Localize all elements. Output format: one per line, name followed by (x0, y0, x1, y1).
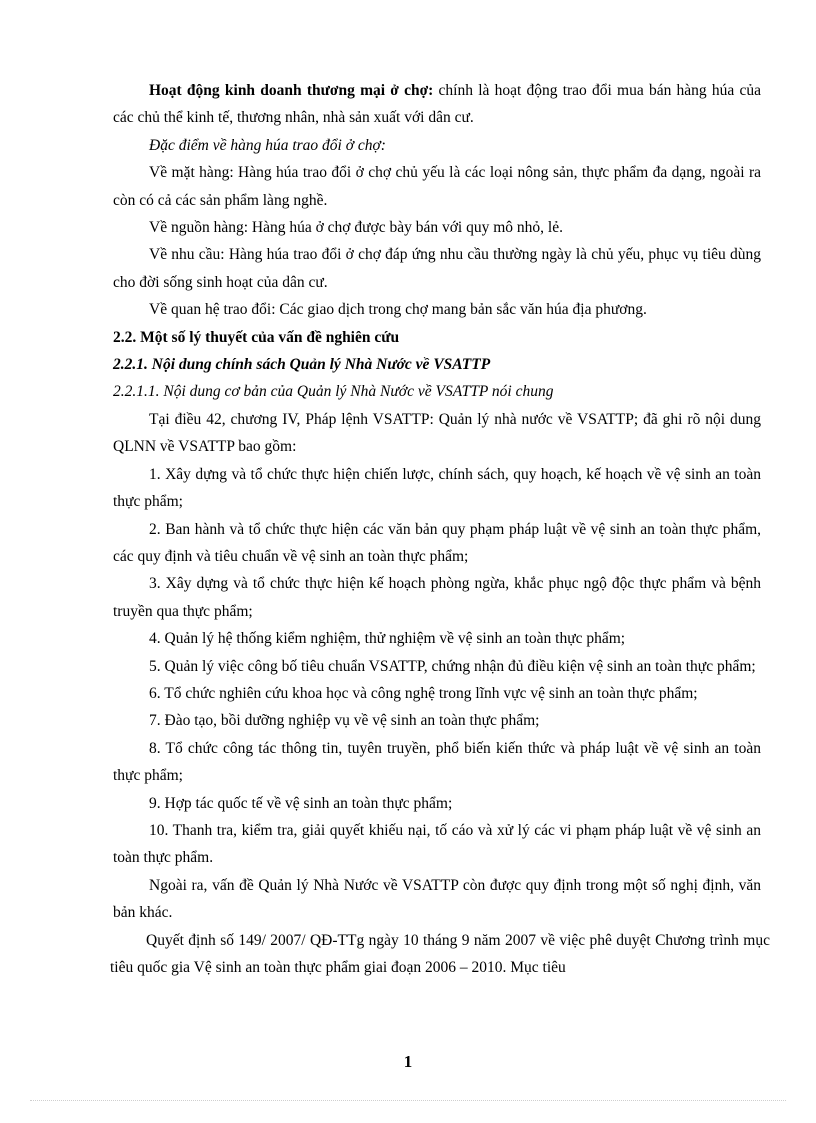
list-item: 4. Quản lý hệ thống kiểm nghiệm, thử nghiệm về vệ sinh an toàn thực phẩm; (149, 630, 626, 648)
document-body (110, 77, 770, 981)
paragraph-exchange: Về quan hệ trao đổi: Các giao dịch trong chợ mang bản sắc văn húa địa phương. (149, 301, 647, 319)
list-item: 5. Quản lý việc công bố tiêu chuẩn VSATTP, chứng nhận đủ điều kiện vệ sinh an toàn thực phẩm; (149, 657, 756, 675)
bold-lead: Hoạt động kinh doanh thương mại ở chợ: (149, 82, 434, 99)
paragraph-goods: Về mặt hàng: Hàng húa trao đổi ở chợ chủ yếu là các loại nông sản, thực phẩm đa dạng, ngoài ra còn có cả các sản phẩm làng nghề. (113, 164, 761, 209)
page-bottom-divider (30, 1100, 786, 1101)
italic-subheading: Đặc điểm về hàng húa trao đổi ở chợ: (149, 136, 386, 154)
paragraph-market-trade (113, 77, 761, 132)
paragraph-demand: Về nhu cầu: Hàng húa trao đổi ở chợ đáp ứng nhu cầu thường ngày là chủ yếu, phục vụ tiêu dùng cho đời sống sinh hoạt của dân cư. (113, 246, 761, 291)
list-item: 7. Đào tạo, bồi dưỡng nghiệp vụ về vệ sinh an toàn thực phẩm; (149, 712, 540, 730)
paragraph-text: chính là hoạt động trao đổi mua bán hàng húa của các chủ thể kinh tế, thương nhân, nhà sản xuất với dân cư. (113, 82, 761, 127)
list-item: 2. Ban hành và tổ chức thực hiện các văn bản quy phạm pháp luật về vệ sinh an toàn thực phẩm, các quy định và tiêu chuẩn về vệ sinh an toàn thực phẩm; (113, 520, 761, 565)
section-heading-2-2: 2.2. Một số lý thuyết của vấn đề nghiên cứu (113, 328, 400, 346)
list-item: 8. Tổ chức công tác thông tin, tuyên truyền, phổ biến kiến thức và pháp luật về vệ sinh an toàn thực phẩm; (113, 739, 761, 785)
paragraph-source: Về nguồn hàng: Hàng húa ở chợ được bày bán với quy mô nhỏ, lẻ. (149, 219, 563, 237)
paragraph-decision-149: Quyết định số 149/ 2007/ QĐ-TTg ngày 10 tháng 9 năm 2007 về việc phê duyệt Chương trình mục tiêu quốc gia Vệ sinh an toàn thực phẩm giai đoạn 2006 – 2010. Mục tiêu (110, 931, 770, 976)
paragraph-article-42: Tại điều 42, chương IV, Pháp lệnh VSATTP: Quản lý nhà nước về VSATTP; đã ghi rõ nội dung QLNN về VSATTP bao gồm: (113, 410, 761, 456)
list-item: 3. Xây dựng và tổ chức thực hiện kế hoạch phòng ngừa, khắc phục ngộ độc thực phẩm và bệnh truyền qua thực phẩm; (113, 575, 761, 620)
list-item: 10. Thanh tra, kiểm tra, giải quyết khiếu nại, tố cáo và xử lý các vi phạm pháp luật về vệ sinh an toàn thực phẩm. (113, 821, 761, 867)
section-heading-2-2-1: 2.2.1. Nội dung chính sách Quản lý Nhà Nước về VSATTP (113, 356, 491, 374)
paragraph-additional-regulations: Ngoài ra, vấn đề Quản lý Nhà Nước về VSATTP còn được quy định trong một số nghị định, văn bản khác. (113, 876, 761, 922)
list-item: 6. Tổ chức nghiên cứu khoa học và công nghệ trong lĩnh vực vệ sinh an toàn thực phẩm; (149, 684, 698, 702)
list-item: 1. Xây dựng và tổ chức thực hiện chiến lược, chính sách, quy hoạch, kế hoạch về vệ sinh an toàn thực phẩm; (113, 465, 761, 511)
section-heading-2-2-1-1: 2.2.1.1. Nội dung cơ bản của Quản lý Nhà Nước về VSATTP nói chung (113, 383, 554, 401)
list-item: 9. Hợp tác quốc tế về vệ sinh an toàn thực phẩm; (149, 794, 453, 812)
page-number: 1 (403, 1052, 413, 1071)
